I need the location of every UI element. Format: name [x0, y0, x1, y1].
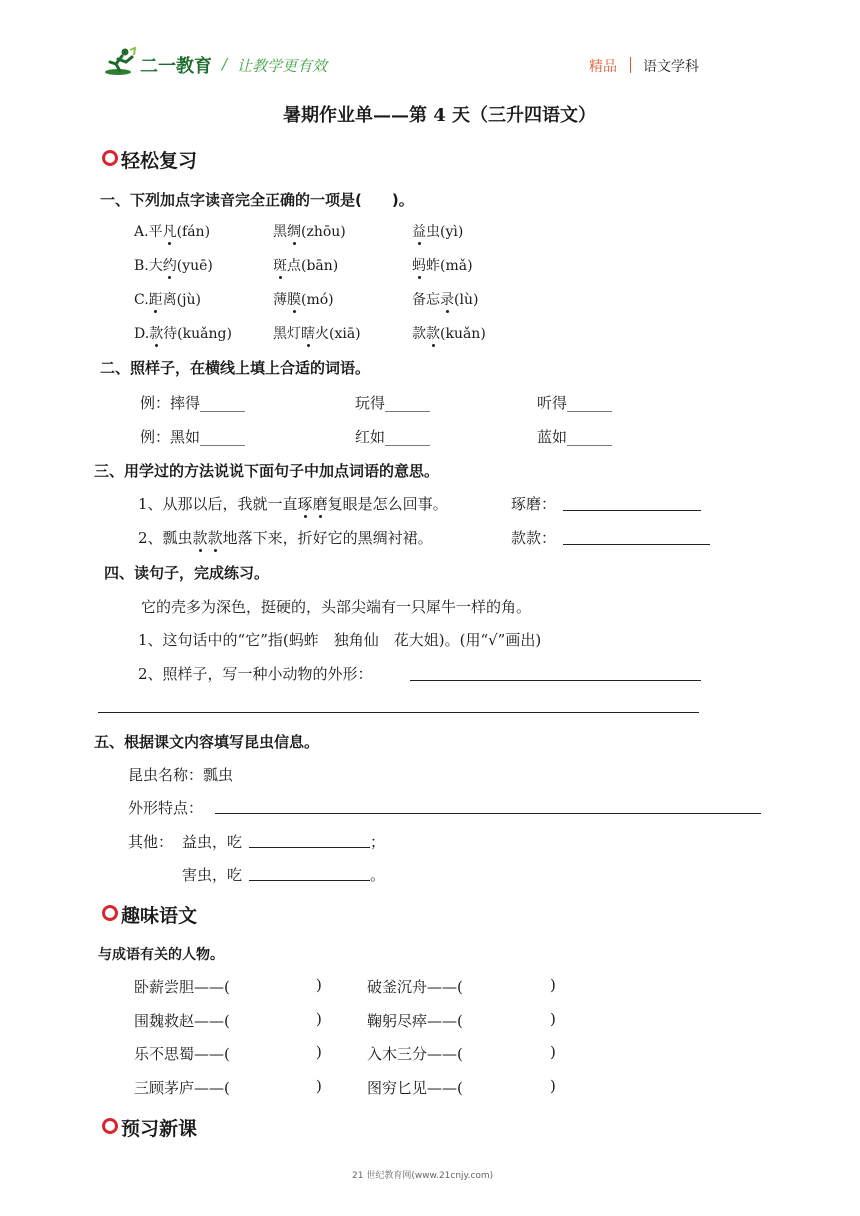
q1-prompt: 一、下列加点字读音完全正确的一项是( )。: [100, 191, 414, 209]
q5-good-insect: 益虫，吃: [182, 833, 243, 851]
q1-option-b2: 斑点(bān): [273, 255, 338, 275]
section-preview: [102, 1114, 197, 1141]
q1-option-c1: C.距离(jù): [134, 289, 201, 309]
q5-feature-label: 外形特点：: [128, 799, 204, 817]
q1-option-b1: B.大约(yuē): [134, 255, 213, 275]
idiom-close: ): [550, 1010, 556, 1028]
q5-bad-line[interactable]: [249, 880, 370, 881]
q3-answer-line-1[interactable]: [563, 510, 701, 511]
quality-tag: 精品: [589, 59, 617, 75]
q5-bad-end: 。: [370, 866, 386, 884]
q5-good-end: ；: [370, 833, 386, 851]
idiom-right: 图穷匕见——(: [367, 1079, 463, 1097]
runner-logo-icon: [104, 47, 138, 77]
q2-item: 玩得______: [355, 394, 431, 412]
q1-option-d2: 黑灯瞎火(xiā): [273, 323, 361, 343]
q1-option-c2: 薄膜(mó): [273, 289, 334, 309]
q3-prompt: 三、用学过的方法说说下面句子中加点词语的意思。: [94, 462, 440, 480]
q5-good-line[interactable]: [249, 847, 370, 848]
q3-label-2: 款款：: [511, 529, 557, 547]
q3-sentence-2: 2、瓢虫款款地落下来，折好它的黑绸衬裙。: [138, 529, 433, 547]
q4-sentence: 它的壳多为深色，挺硬的，头部尖端有一只犀牛一样的角。: [141, 598, 532, 616]
target-circle-icon: [102, 905, 118, 921]
section-fun: [102, 901, 197, 928]
q4-item-1: 1、这句话中的“它”指(蚂蚱 独角仙 花大姐)。(用“√”画出): [138, 631, 542, 649]
section-review: [102, 146, 197, 173]
idiom-right: 鞠躬尽瘁——(: [367, 1012, 463, 1030]
slogan: 让教学更有效: [237, 57, 328, 75]
q4-prompt: 四、读句子，完成练习。: [104, 564, 270, 582]
q2-item: 例：摔得______: [140, 394, 246, 412]
q4-answer-line-2[interactable]: [98, 712, 699, 713]
q2-item: 例：黑如______: [140, 428, 246, 446]
section-fun-title: 趣味语文: [121, 905, 198, 927]
idiom-left: 三顾茅庐——(: [134, 1079, 230, 1097]
subject-label: 语文学科: [643, 59, 699, 75]
fun-prompt: 与成语有关的人物。: [98, 947, 224, 963]
idiom-close: ): [550, 976, 556, 994]
page-title: 暑期作业单——第 4 天（三升四语文）: [283, 105, 597, 126]
q1-option-b3: 蚂蚱(mǎ): [412, 255, 473, 275]
q1-option-a1: A.平凡(fán): [134, 221, 210, 241]
q3-answer-line-2[interactable]: [563, 544, 710, 545]
idiom-left: 围魏救赵——(: [134, 1012, 230, 1030]
q1-option-d3: 款款(kuǎn): [412, 323, 486, 343]
q2-item: 红如______: [355, 428, 431, 446]
slogan-separator: /: [222, 55, 228, 73]
q3-label-1: 琢磨：: [511, 495, 557, 513]
q2-prompt: 二、照样子，在横线上填上合适的词语。: [100, 359, 371, 377]
q4-item-2: 2、照样子，写一种小动物的外形：: [138, 665, 373, 683]
idiom-right: 入木三分——(: [367, 1045, 463, 1063]
q2-item: 蓝如______: [537, 428, 613, 446]
footer-text: 21 世纪教育网(www.21cnjy.com): [352, 1171, 494, 1181]
idiom-left: 卧薪尝胆——(: [134, 978, 230, 996]
section-preview-title: 预习新课: [121, 1118, 198, 1140]
q1-option-d1: D.款待(kuǎng): [134, 323, 232, 343]
q5-prompt: 五、根据课文内容填写昆虫信息。: [94, 733, 320, 751]
q1-option-a3: 益虫(yì): [412, 221, 463, 241]
idiom-close: ): [316, 1010, 322, 1028]
idiom-close: ): [550, 1043, 556, 1061]
target-circle-icon: [102, 1118, 118, 1134]
header-divider: [630, 57, 631, 73]
q5-bad-insect: 害虫，吃: [182, 866, 243, 884]
q5-feature-line[interactable]: [215, 813, 761, 814]
idiom-close: ): [550, 1077, 556, 1095]
idiom-left: 乐不思蜀——(: [134, 1045, 230, 1063]
idiom-close: ): [316, 976, 322, 994]
q1-option-c3: 备忘录(lù): [412, 289, 478, 309]
target-circle-icon: [102, 150, 118, 166]
q5-other-label: 其他：: [128, 833, 174, 851]
q5-insect-name: 昆虫名称：瓢虫: [128, 766, 234, 784]
idiom-close: ): [316, 1077, 322, 1095]
q4-answer-line-1[interactable]: [410, 680, 701, 681]
q2-item: 听得______: [537, 394, 613, 412]
section-review-title: 轻松复习: [121, 150, 198, 172]
q3-sentence-1: 1、从那以后，我就一直琢磨复眼是怎么回事。: [138, 495, 448, 513]
idiom-right: 破釜沉舟——(: [367, 978, 463, 996]
logo-text: 二一教育: [140, 56, 212, 77]
q1-option-a2: 黑绸(zhōu): [273, 221, 346, 241]
idiom-close: ): [316, 1043, 322, 1061]
